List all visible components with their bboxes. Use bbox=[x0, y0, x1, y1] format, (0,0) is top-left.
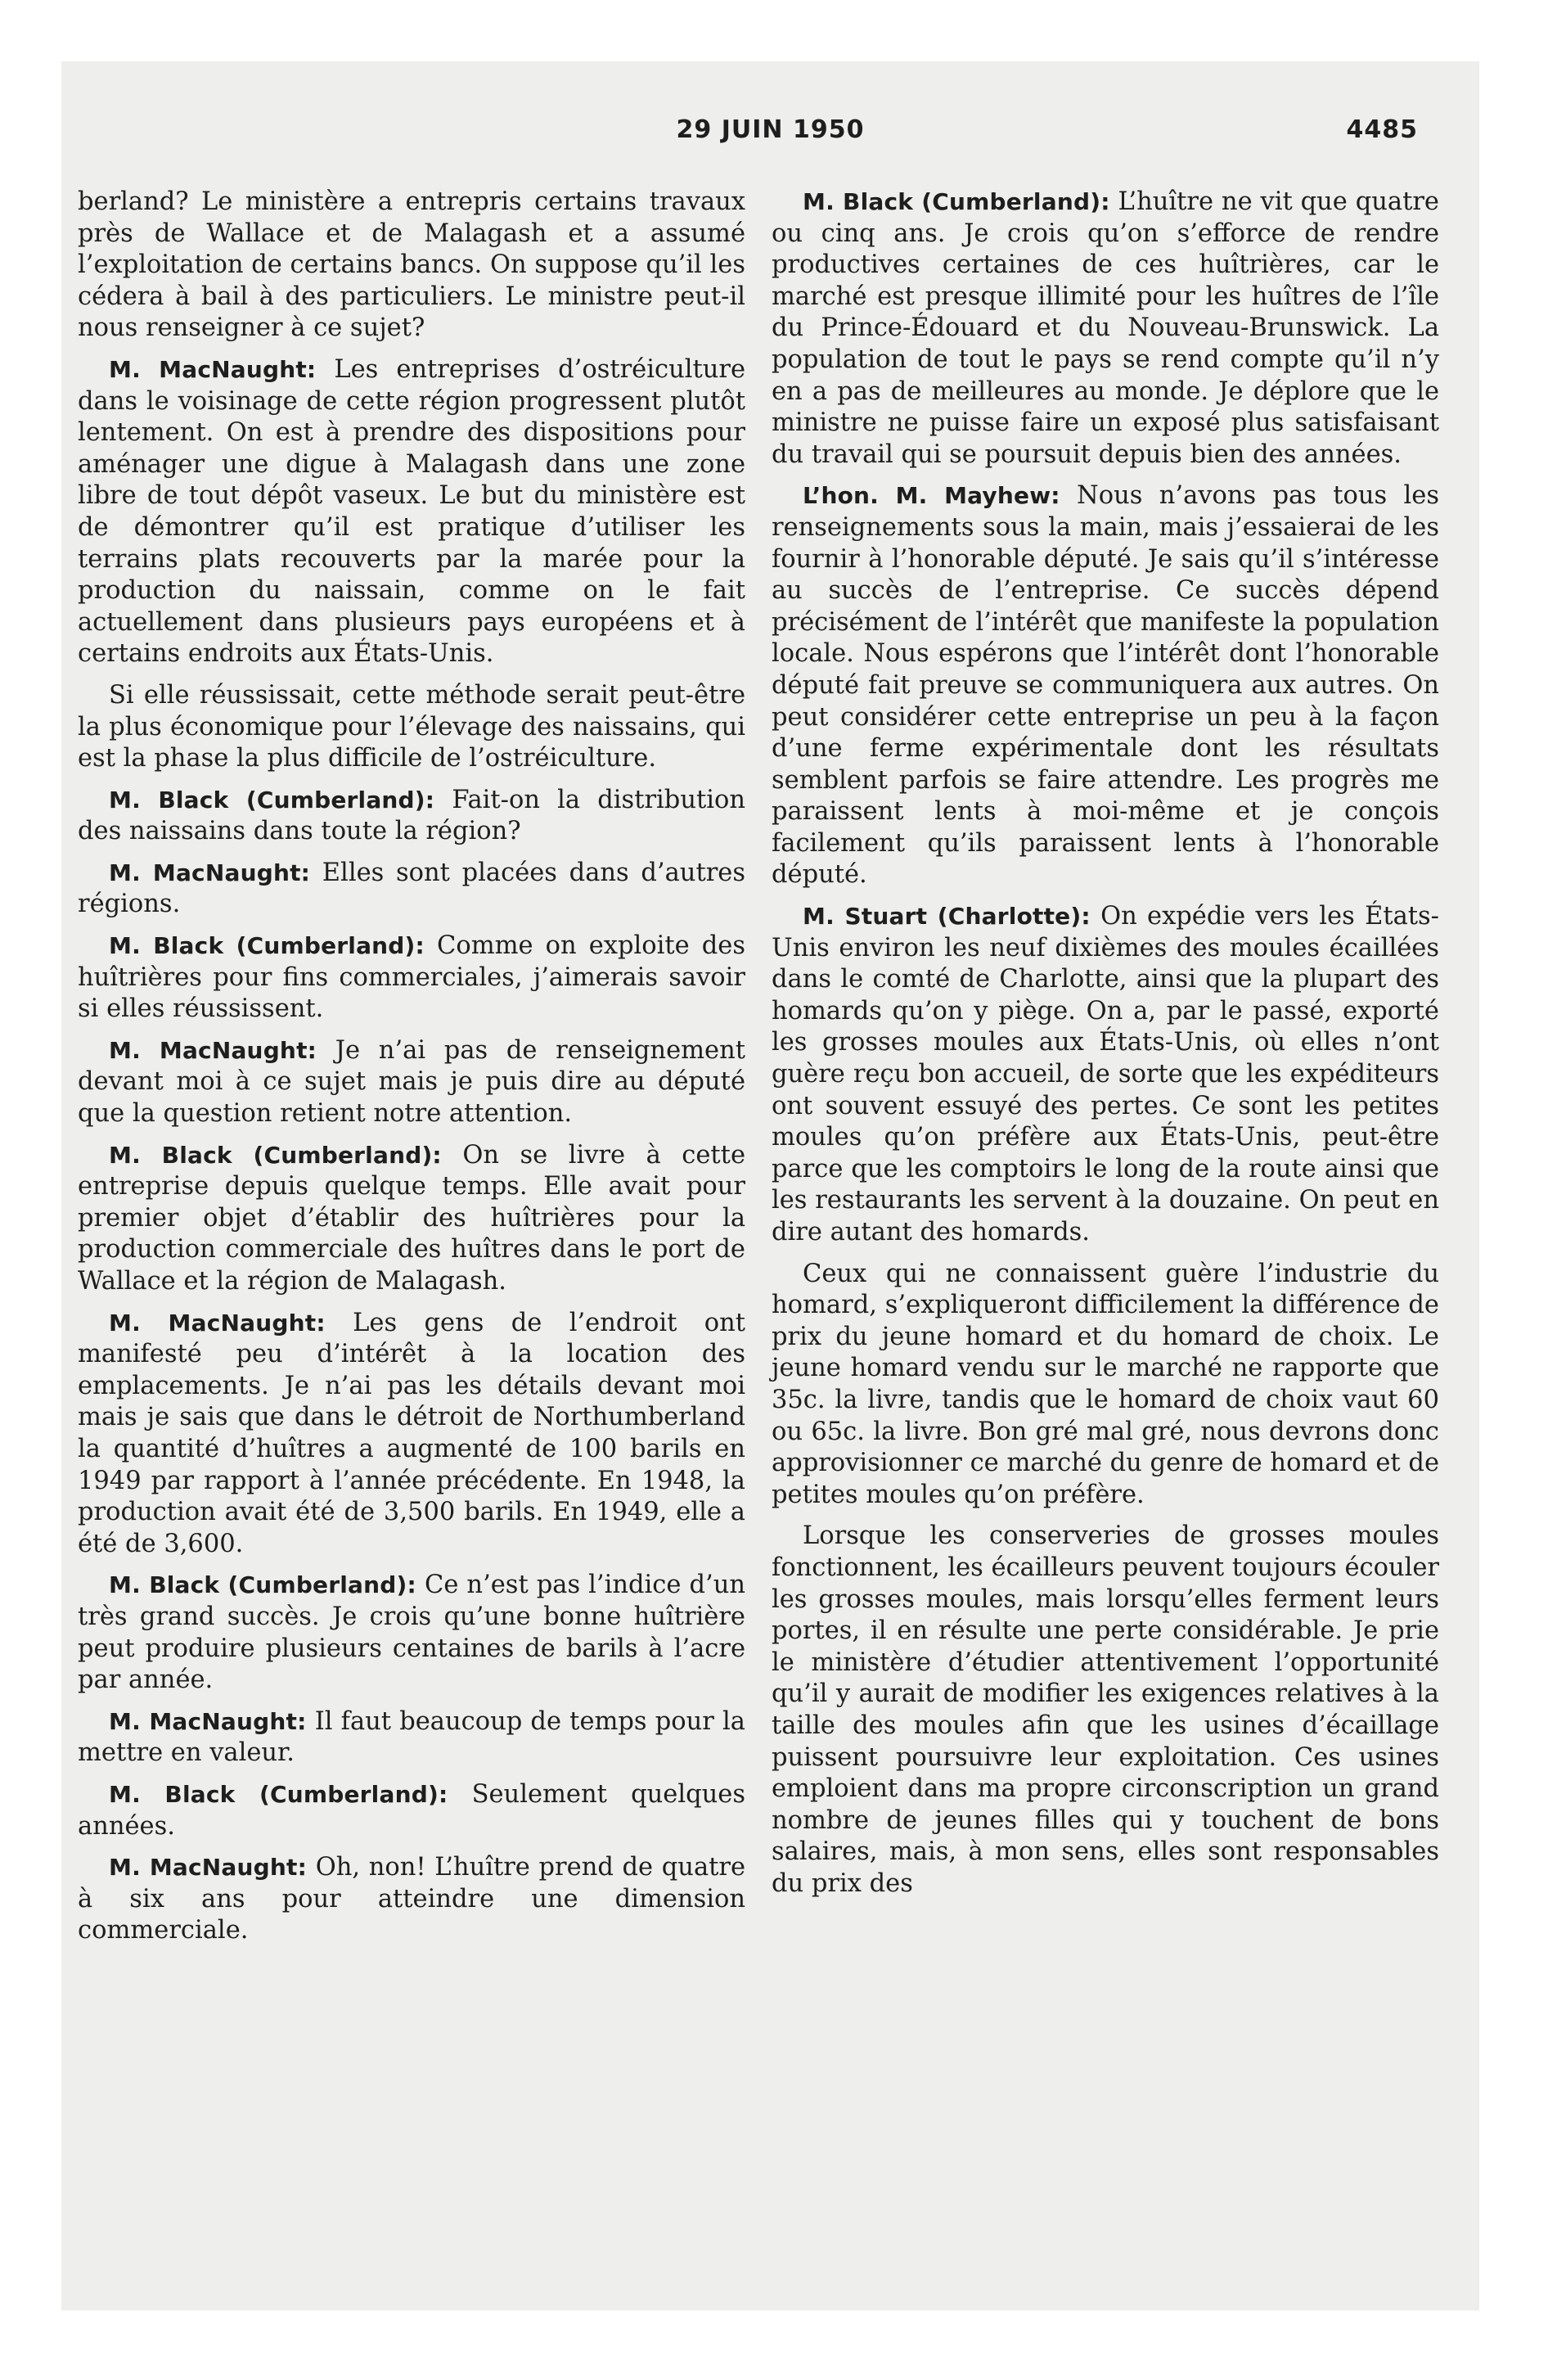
paragraph bbox=[78, 1140, 745, 1298]
paragraph bbox=[78, 858, 745, 921]
paragraph-text: Je n’ai pas de renseignement devant moi à ce sujet mais je puis dire au député que la question retient notre attention. bbox=[78, 1035, 745, 1129]
paragraph bbox=[78, 1570, 745, 1696]
paragraph bbox=[772, 1259, 1439, 1512]
speaker-name: M. Black (Cumberland): bbox=[109, 1141, 442, 1169]
speaker-name: L’hon. M. Mayhew: bbox=[803, 482, 1060, 510]
paragraph-text: Les gens de l’endroit ont manifesté peu d’intérêt à la location des emplacements. Je n’ai pas les détails devant moi mais je sais que dans le détroit de Northumberland la quantité d’huîtres a augmenté de 100 barils en 1949 par rapport à l’année précédente. En 1948, la production avait été de 3,500 barils. En 1949, elle a été de 3,600. bbox=[78, 1308, 746, 1558]
page-number: 4485 bbox=[1346, 115, 1418, 144]
paragraph-text: Les entreprises d’ostréiculture dans le voisinage de cette région progressent plutôt lentement. On est à prendre des dispositions pour aménager une digue à Malagash dans une zone libre de tout dépôt vaseux. Le but du ministère est de démontrer qu’il est pratique d’utiliser les terrains plats recouverts par la marée pour la production du naissain, comme on le fait actuellement dans plusieurs pays européens et à certains endroits aux États-Unis. bbox=[78, 354, 745, 669]
paragraph-text: Si elle réussissait, cette méthode serait peut-être la plus économique pour l’élevage des naissains, qui est la phase la plus difficile de l’ostréiculture. bbox=[78, 680, 745, 773]
paragraph bbox=[78, 931, 745, 1025]
paragraph bbox=[78, 1308, 745, 1561]
page-header bbox=[61, 110, 1479, 160]
speaker-name: M. MacNaught: bbox=[109, 1036, 317, 1064]
speaker-name: M. MacNaught: bbox=[109, 1854, 308, 1882]
paragraph bbox=[772, 901, 1439, 1249]
paragraph bbox=[772, 187, 1439, 471]
speaker-name: M. Black (Cumberland): bbox=[803, 188, 1110, 215]
paragraph-text: Comme on exploite des huîtrières pour fins commerciales, j’aimerais savoir si elles réussissent. bbox=[78, 931, 745, 1024]
paragraph-text: Il faut beaucoup de temps pour la mettre en valeur. bbox=[78, 1706, 745, 1768]
speaker-name: M. Black (Cumberland): bbox=[109, 1571, 416, 1599]
paragraph-text: Fait-on la distribution des naissains dans toute la région? bbox=[78, 785, 745, 846]
paragraph-text: Nous n’avons pas tous les renseignements sous la main, mais j’essaierai de les fournir à l’honorable député. Je sais qu’il s’intéresse au succès de l’entreprise. Ce succès dépend précisément de l’intérêt que manifeste la population locale. Nous espérons que l’intérêt dont l’honorable député fait preuve se communiquera aux autres. On peut considérer cette entreprise un peu à la façon d’une ferme expérimentale dont les résultats semblent parfois se faire attendre. Les progrès me paraissent lents à moi-même et je conçois facilement qu’ils paraissent lents à l’honorable député. bbox=[772, 481, 1439, 890]
paragraph-text: On se livre à cette entreprise depuis quelque temps. Elle avait pour premier objet d’établir des huîtrières pour la production commerciale des huîtres dans le port de Wallace et la région de Malagash. bbox=[78, 1140, 745, 1296]
speaker-name: M. MacNaught: bbox=[109, 355, 317, 383]
paragraph bbox=[78, 354, 745, 670]
paragraph-text: Oh, non! L’huître prend de quatre à six ans pour atteindre une dimension commerciale. bbox=[78, 1853, 746, 1945]
speaker-name: M. Black (Cumberland): bbox=[109, 786, 435, 814]
header-date: 29 JUIN 1950 bbox=[676, 115, 865, 144]
speaker-name: M. Black (Cumberland): bbox=[109, 1780, 448, 1808]
document-page bbox=[61, 61, 1479, 2310]
paragraph bbox=[78, 1706, 745, 1769]
paragraph-text: Elles sont placées dans d’autres régions. bbox=[78, 858, 745, 919]
speaker-name: M. Stuart (Charlotte): bbox=[803, 903, 1091, 931]
speaker-name: M. MacNaught: bbox=[109, 1707, 307, 1735]
paragraph-text: On expédie vers les États-Unis environ les neuf dixièmes des moules écaillées dans le comté de Charlotte, ainsi que la plupart des homards qu’on y piège. On a, par le passé, exporté les grosses moules aux États-Unis, où elles n’ont guère reçu bon accueil, de sorte que les expéditeurs ont souvent essuyé des pertes. Ce sont les petites moules qu’on préfère aux États-Unis, peut-être parce que les comptoirs le long de la route ainsi que les restaurants les servent à la douzaine. On peut en dire autant des homards. bbox=[772, 902, 1439, 1246]
right-column bbox=[772, 187, 1439, 1909]
paragraph-text: Ce n’est pas l’indice d’un très grand succès. Je crois qu’une bonne huîtrière peut produire plusieurs centaines de barils à l’acre par année. bbox=[78, 1571, 745, 1695]
speaker-name: M. MacNaught: bbox=[109, 859, 311, 886]
left-column bbox=[78, 187, 745, 1957]
speaker-name: M. MacNaught: bbox=[109, 1309, 326, 1336]
paragraph: berland? Le ministère a entrepris certains travaux près de Wallace et de Malagash et a assumé l’exploitation de certains bancs. On suppose qu’il les cédera à bail à des particuliers. Le ministre peut-il nous renseigner à ce sujet? bbox=[78, 187, 745, 343]
paragraph-text: Ceux qui ne connaissent guère l’industrie du homard, s’expliqueront difficilement la différence de prix du jeune homard et du homard de choix. Le jeune homard vendu sur le marché ne rapporte que 35c. la livre, tandis que le homard de choix vaut 60 ou 65c. la livre. Bon gré mal gré, nous devrons donc approvisionner ce marché du genre de homard et de petites moules qu’on préfère. bbox=[772, 1259, 1439, 1509]
paragraph-text: L’huître ne vit que quatre ou cinq ans. Je crois qu’on s’efforce de rendre productives certaines de ces huîtrières, car le marché est presque illimité pour les huîtres de l’île du Prince-Édouard et du Nouveau-Brunswick. La population de tout le pays se rend compte qu’il n’y en a pas de meilleures au monde. Je déplore que le ministre ne puisse faire un exposé plus satisfaisant du travail qui se poursuit depuis bien des années. bbox=[772, 187, 1439, 469]
paragraph bbox=[78, 1779, 745, 1842]
paragraph bbox=[78, 1852, 745, 1947]
paragraph bbox=[78, 785, 745, 848]
paragraph bbox=[78, 680, 745, 775]
paragraph-text: Seulement quelques années. bbox=[78, 1779, 745, 1841]
paragraph bbox=[78, 1035, 745, 1130]
paragraph bbox=[772, 1521, 1439, 1900]
speaker-name: M. Black (Cumberland): bbox=[109, 932, 425, 960]
paragraph-text: Lorsque les conserveries de grosses moules fonctionnent, les écailleurs peuvent toujours écouler les grosses moules, mais lorsqu’elles ferment leurs portes, il en résulte une perte considérable. Je prie le ministère d’étudier attentivement l’opportunité qu’il y aurait de modifier les exigences relatives à la taille des moules afin que les usines d’écaillage puissent poursuivre leur exploitation. Ces usines emploient dans ma propre circonscription un grand nombre de jeunes filles qui y touchent de bons salaires, mais, à mon sens, elles sont responsables du prix des bbox=[772, 1521, 1439, 1898]
paragraph bbox=[772, 480, 1439, 891]
